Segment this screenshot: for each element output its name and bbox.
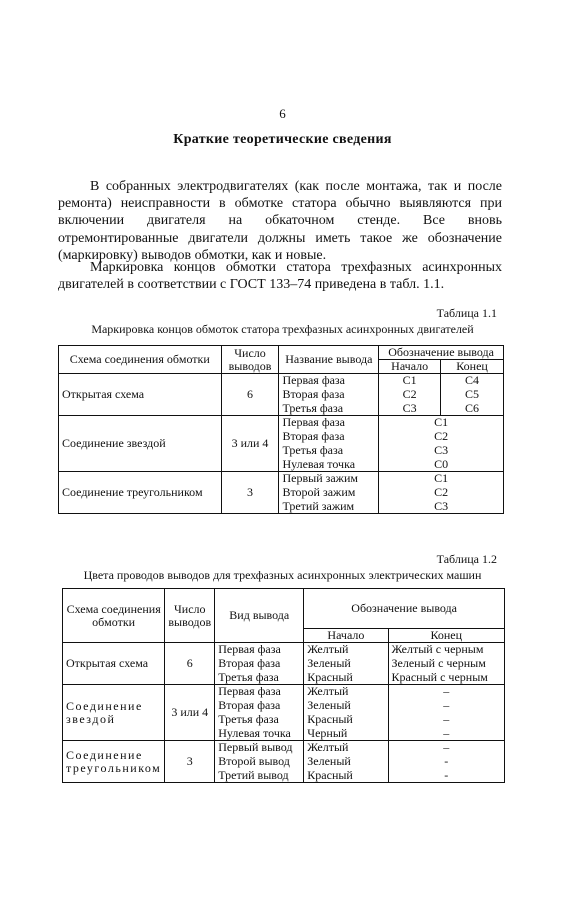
header-count: Число выводов [221, 346, 279, 374]
end-color-cell: Зеленый с черным [388, 657, 504, 671]
type-cell: Третья фаза [215, 671, 304, 685]
name-cell: Третья фаза [279, 444, 379, 458]
end-cell: C6 [441, 402, 504, 416]
name-cell: Первый зажим [279, 472, 379, 486]
start-cell: C1 [379, 374, 441, 388]
name-cell: Первая фаза [279, 374, 379, 388]
start-color-cell: Зеленый [304, 657, 388, 671]
header-designation: Обозначение вывода [304, 589, 505, 629]
header-scheme: Схема соединения обмотки [59, 346, 222, 374]
code-cell: C3 [379, 500, 504, 514]
paragraph [58, 178, 502, 264]
name-cell: Вторая фаза [279, 430, 379, 444]
table-row [59, 416, 504, 430]
end-color-cell: – [388, 685, 504, 699]
header-designation: Обозначение вывода [379, 346, 504, 360]
paragraph-text: Маркировка концов обмотки статора трехфазных асинхронных двигателей в соответствии с ГОСТ 133–74 приведена в табл. 1.1. [58, 260, 502, 293]
end-color-cell: – [388, 741, 504, 755]
start-cell: C3 [379, 402, 441, 416]
table-caption: Маркировка концов обмоток статора трехфазных асинхронных двигателей [91, 322, 474, 336]
start-color-cell: Зеленый [304, 755, 388, 769]
code-cell: C2 [379, 430, 504, 444]
name-cell: Первая фаза [279, 416, 379, 430]
code-cell: C0 [379, 458, 504, 472]
header-scheme: Схема соединения обмотки [63, 589, 165, 643]
header-end: Конец [388, 629, 504, 643]
name-cell: Вторая фаза [279, 388, 379, 402]
table-row [63, 685, 505, 699]
table-caption: Цвета проводов выводов для трехфазных асинхронных электрических машин [83, 568, 482, 582]
scheme-cell: Соединение треугольником [63, 741, 165, 783]
count-cell: 3 или 4 [165, 685, 215, 741]
table-row [59, 472, 504, 486]
end-color-cell: – [388, 699, 504, 713]
type-cell: Третий вывод [215, 769, 304, 783]
end-cell: C4 [441, 374, 504, 388]
header-end: Конец [441, 360, 504, 374]
end-color-cell: – [388, 727, 504, 741]
end-color-cell: - [388, 755, 504, 769]
wire-colors-table [62, 588, 505, 783]
count-cell: 6 [165, 643, 215, 685]
type-cell: Третья фаза [215, 713, 304, 727]
end-color-cell: Красный с черным [388, 671, 504, 685]
table-row [63, 643, 505, 657]
code-cell: C2 [379, 486, 504, 500]
start-cell: C2 [379, 388, 441, 402]
section-heading: Краткие теоретические сведения [173, 132, 392, 147]
end-color-cell: - [388, 769, 504, 783]
start-color-cell: Красный [304, 671, 388, 685]
type-cell: Первая фаза [215, 685, 304, 699]
name-cell: Нулевая точка [279, 458, 379, 472]
name-cell: Второй зажим [279, 486, 379, 500]
header-count: Число выводов [165, 589, 215, 643]
table-row [63, 741, 505, 755]
table-row [59, 374, 504, 388]
scheme-cell: Соединение звездой [63, 685, 165, 741]
start-color-cell: Желтый [304, 643, 388, 657]
header-type: Вид вывода [215, 589, 304, 643]
scheme-cell: Соединение треугольником [59, 472, 222, 514]
type-cell: Второй вывод [215, 755, 304, 769]
start-color-cell: Черный [304, 727, 388, 741]
type-cell: Первый вывод [215, 741, 304, 755]
end-cell: C5 [441, 388, 504, 402]
page-number: 6 [279, 106, 286, 121]
header-start: Начало [304, 629, 388, 643]
header-name: Название вывода [279, 346, 379, 374]
name-cell: Третья фаза [279, 402, 379, 416]
scheme-cell: Открытая схема [59, 374, 222, 416]
code-cell: C1 [379, 472, 504, 486]
start-color-cell: Зеленый [304, 699, 388, 713]
count-cell: 3 или 4 [221, 416, 279, 472]
start-color-cell: Красный [304, 713, 388, 727]
header-start: Начало [379, 360, 441, 374]
end-color-cell: – [388, 713, 504, 727]
scheme-cell: Соединение звездой [59, 416, 222, 472]
code-cell: C3 [379, 444, 504, 458]
winding-marking-table [58, 345, 504, 514]
code-cell: C1 [379, 416, 504, 430]
name-cell: Третий зажим [279, 500, 379, 514]
table-number: Таблица 1.1 [436, 306, 497, 320]
type-cell: Нулевая точка [215, 727, 304, 741]
paragraph-text: В собранных электродвигателях (как после монтажа, так и после ремонта) неисправности в обмотке статора обычно выявляются при включении двигателя на обкаточном стенде. Все вновь отремонтированные двигатели должны иметь такое же обозначение (маркировку) выводов обмотки, как и новые. [58, 179, 502, 263]
type-cell: Вторая фаза [215, 657, 304, 671]
end-color-cell: Желтый с черным [388, 643, 504, 657]
type-cell: Первая фаза [215, 643, 304, 657]
type-cell: Вторая фаза [215, 699, 304, 713]
paragraph [58, 259, 502, 293]
count-cell: 6 [221, 374, 279, 416]
scheme-cell: Открытая схема [63, 643, 165, 685]
count-cell: 3 [165, 741, 215, 783]
start-color-cell: Желтый [304, 685, 388, 699]
start-color-cell: Красный [304, 769, 388, 783]
count-cell: 3 [221, 472, 279, 514]
start-color-cell: Желтый [304, 741, 388, 755]
table-number: Таблица 1.2 [436, 552, 497, 566]
